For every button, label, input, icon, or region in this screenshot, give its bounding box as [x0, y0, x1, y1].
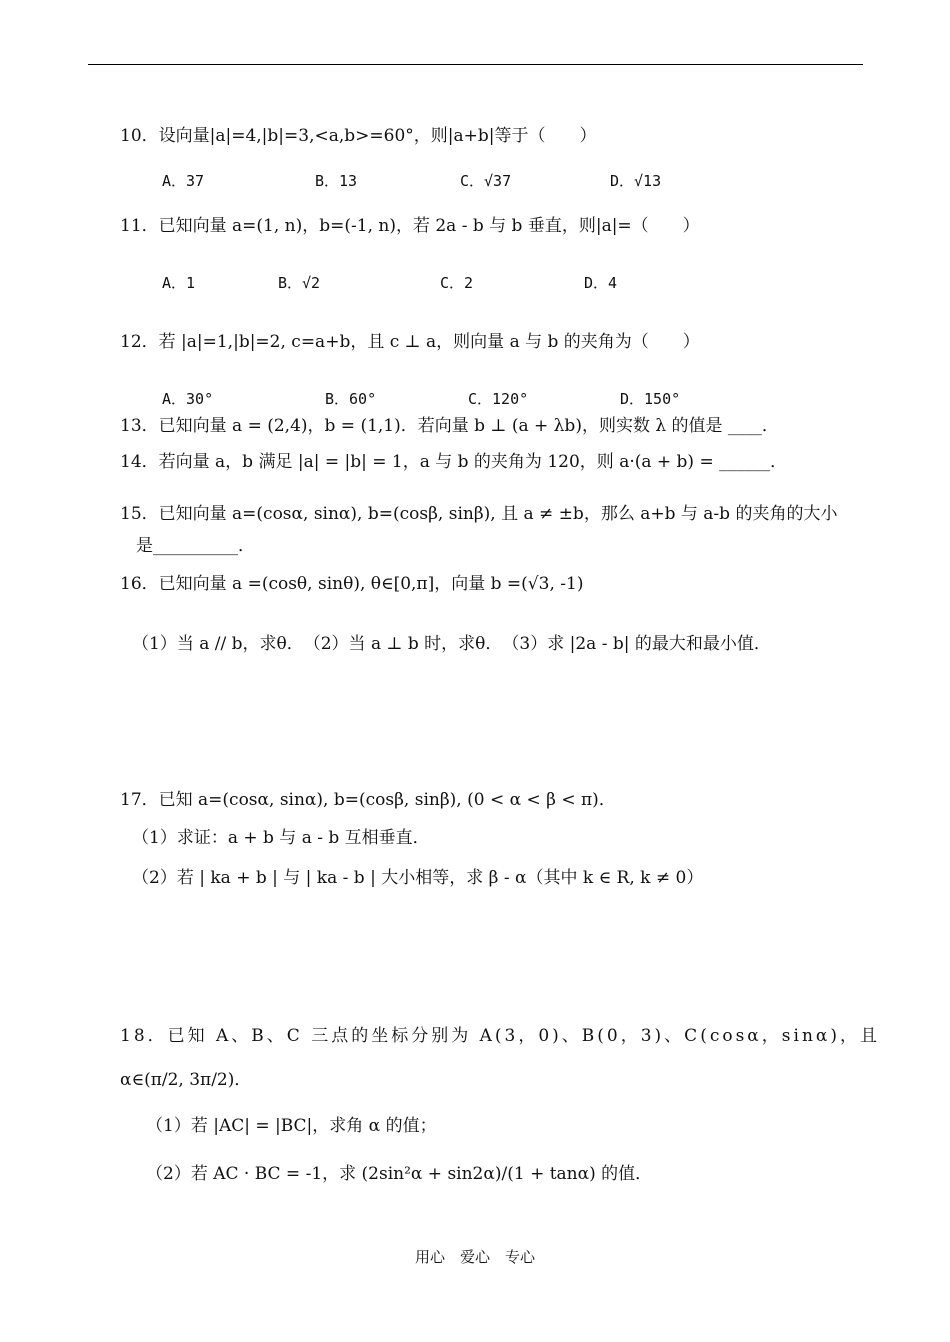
- q10-option-d: D．√13: [610, 172, 662, 190]
- q18-part-2: （2）若 AC · BC = -1，求 (2sin²α + sin2α)/(1 + tanα) 的值．: [146, 1164, 653, 1184]
- q11-stem: 11．已知向量 a=(1, n)，b=(-1, n)，若 2a - b 与 b 垂直，则|a|=（ ）: [120, 216, 700, 236]
- q11-option-c: C．2: [440, 274, 474, 292]
- header-rule: [88, 64, 863, 65]
- q10-option-c: C．√37: [460, 172, 512, 190]
- q13-stem: 13．已知向量 a = (2,4)，b = (1,1)．若向量 b ⊥ (a + λb)，则实数 λ 的值是 ____．: [120, 416, 779, 436]
- q12-option-b: B．60°: [325, 390, 377, 408]
- q11-option-b: B．√2: [278, 274, 321, 292]
- q18-stem: 18．已知 A、B、C 三点的坐标分别为 A(3，0)、B(0，3)、C(cosα，sinα)，且: [120, 1026, 881, 1046]
- q17-part-1: （1）求证：a + b 与 a - b 互相垂直．: [132, 828, 430, 848]
- page-footer: 用心 爱心 专心: [414, 1248, 535, 1266]
- q12-stem: 12．若 |a|=1,|b|=2, c=a+b，且 c ⊥ a，则向量 a 与 b 的夹角为（ ）: [120, 332, 700, 352]
- q12-option-c: C．120°: [468, 390, 529, 408]
- q15-continuation: 是__________．: [136, 536, 255, 556]
- q16-parts: （1）当 a // b，求θ． （2）当 a ⊥ b 时，求θ． （3）求 |2a - b| 的最大和最小值．: [132, 634, 771, 654]
- q11-option-d: D．4: [584, 274, 618, 292]
- q17-stem: 17．已知 a=(cosα, sinα), b=(cosβ, sinβ), (0 < α < β < π)．: [120, 790, 616, 810]
- q12-option-d: D．150°: [620, 390, 681, 408]
- q16-stem: 16．已知向量 a =(cosθ, sinθ), θ∈[0,π]，向量 b =(√3, -1): [120, 574, 584, 594]
- q18-part-1: （1）若 |AC| = |BC|，求角 α 的值；: [146, 1116, 437, 1136]
- q18-range: α∈(π/2, 3π/2)．: [120, 1070, 252, 1090]
- q10-option-a: A．37: [162, 172, 205, 190]
- q12-option-a: A．30°: [162, 390, 214, 408]
- q14-stem: 14．若向量 a，b 满足 |a| = |b| = 1，a 与 b 的夹角为 120，则 a·(a + b) = ______．: [120, 452, 788, 472]
- q15-stem: 15．已知向量 a=(cosα, sinα), b=(cosβ, sinβ), 且 a ≠ ±b，那么 a+b 与 a-b 的夹角的大小: [120, 504, 838, 524]
- q17-part-2: （2）若 | ka + b | 与 | ka - b | 大小相等，求 β - α（其中 k ∈ R, k ≠ 0）: [132, 868, 704, 888]
- q10-option-b: B．13: [315, 172, 358, 190]
- q10-stem: 10．设向量|a|=4,|b|=3,<a,b>=60°，则|a+b|等于（ ）: [120, 126, 597, 146]
- q11-option-a: A．1: [162, 274, 196, 292]
